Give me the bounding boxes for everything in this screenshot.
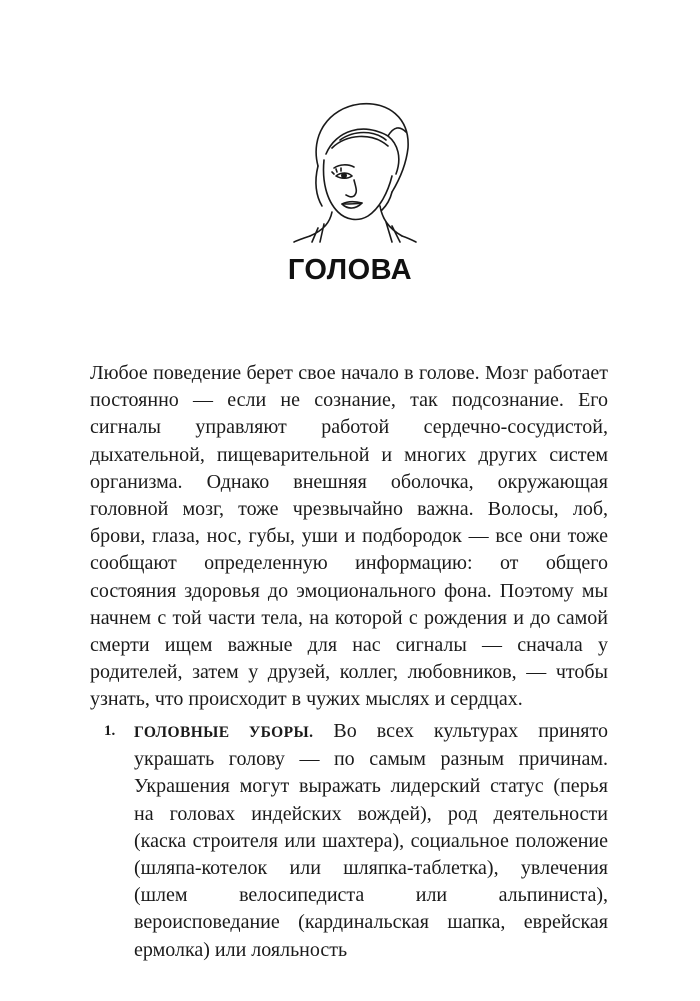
- list-item: [90, 718, 608, 964]
- item-heading: ГОЛОВНЫЕ УБОРЫ.: [134, 724, 314, 741]
- nose: [346, 180, 356, 197]
- numbered-list: [90, 718, 608, 964]
- page-title: ГОЛОВА: [287, 254, 413, 286]
- woman-head-icon: [288, 96, 418, 244]
- collar: [294, 236, 310, 242]
- lips: [342, 202, 362, 208]
- neck: [310, 212, 332, 236]
- eyebrow: [334, 165, 354, 168]
- item-number: 1.: [104, 723, 116, 739]
- item-text: Во всех культурах принято украшать голову — по самым разным причинам. Украшения могут выражать лидерский статус (перья на головах индейских вождей), род деятельности (каска строителя или шахтера), социальное положение (шляпа-котелок или шляпка-таблетка), увлечения (шлем велосипедиста или альпиниста), вероисповедание (кардинальская шапка, еврейская ермолка) или лояльность: [134, 720, 608, 961]
- intro-paragraph: Любое поведение берет свое начало в голове. Мозг работает постоянно — если не сознание, так подсознание. Его сигналы управляют работой сердечно-сосудистой, дыхательной, пищеварительной и многих других систем организма. Однако внешняя оболочка, окружающая головной мозг, тоже чрезвычайно важна. Волосы, лоб, брови, глаза, нос, губы, уши и подбородок — все они тоже сообщают определенную информацию: от общего состояния здоровья до эмоционального фона. Поэтому мы начнем с той части тела, на которой с рождения и до самой смерти ищем важные для нас сигналы — сначала у родителей, затем у друзей, коллег, любовников, — чтобы узнать, что происходит в чужих мыслях и сердцах.: [90, 362, 608, 711]
